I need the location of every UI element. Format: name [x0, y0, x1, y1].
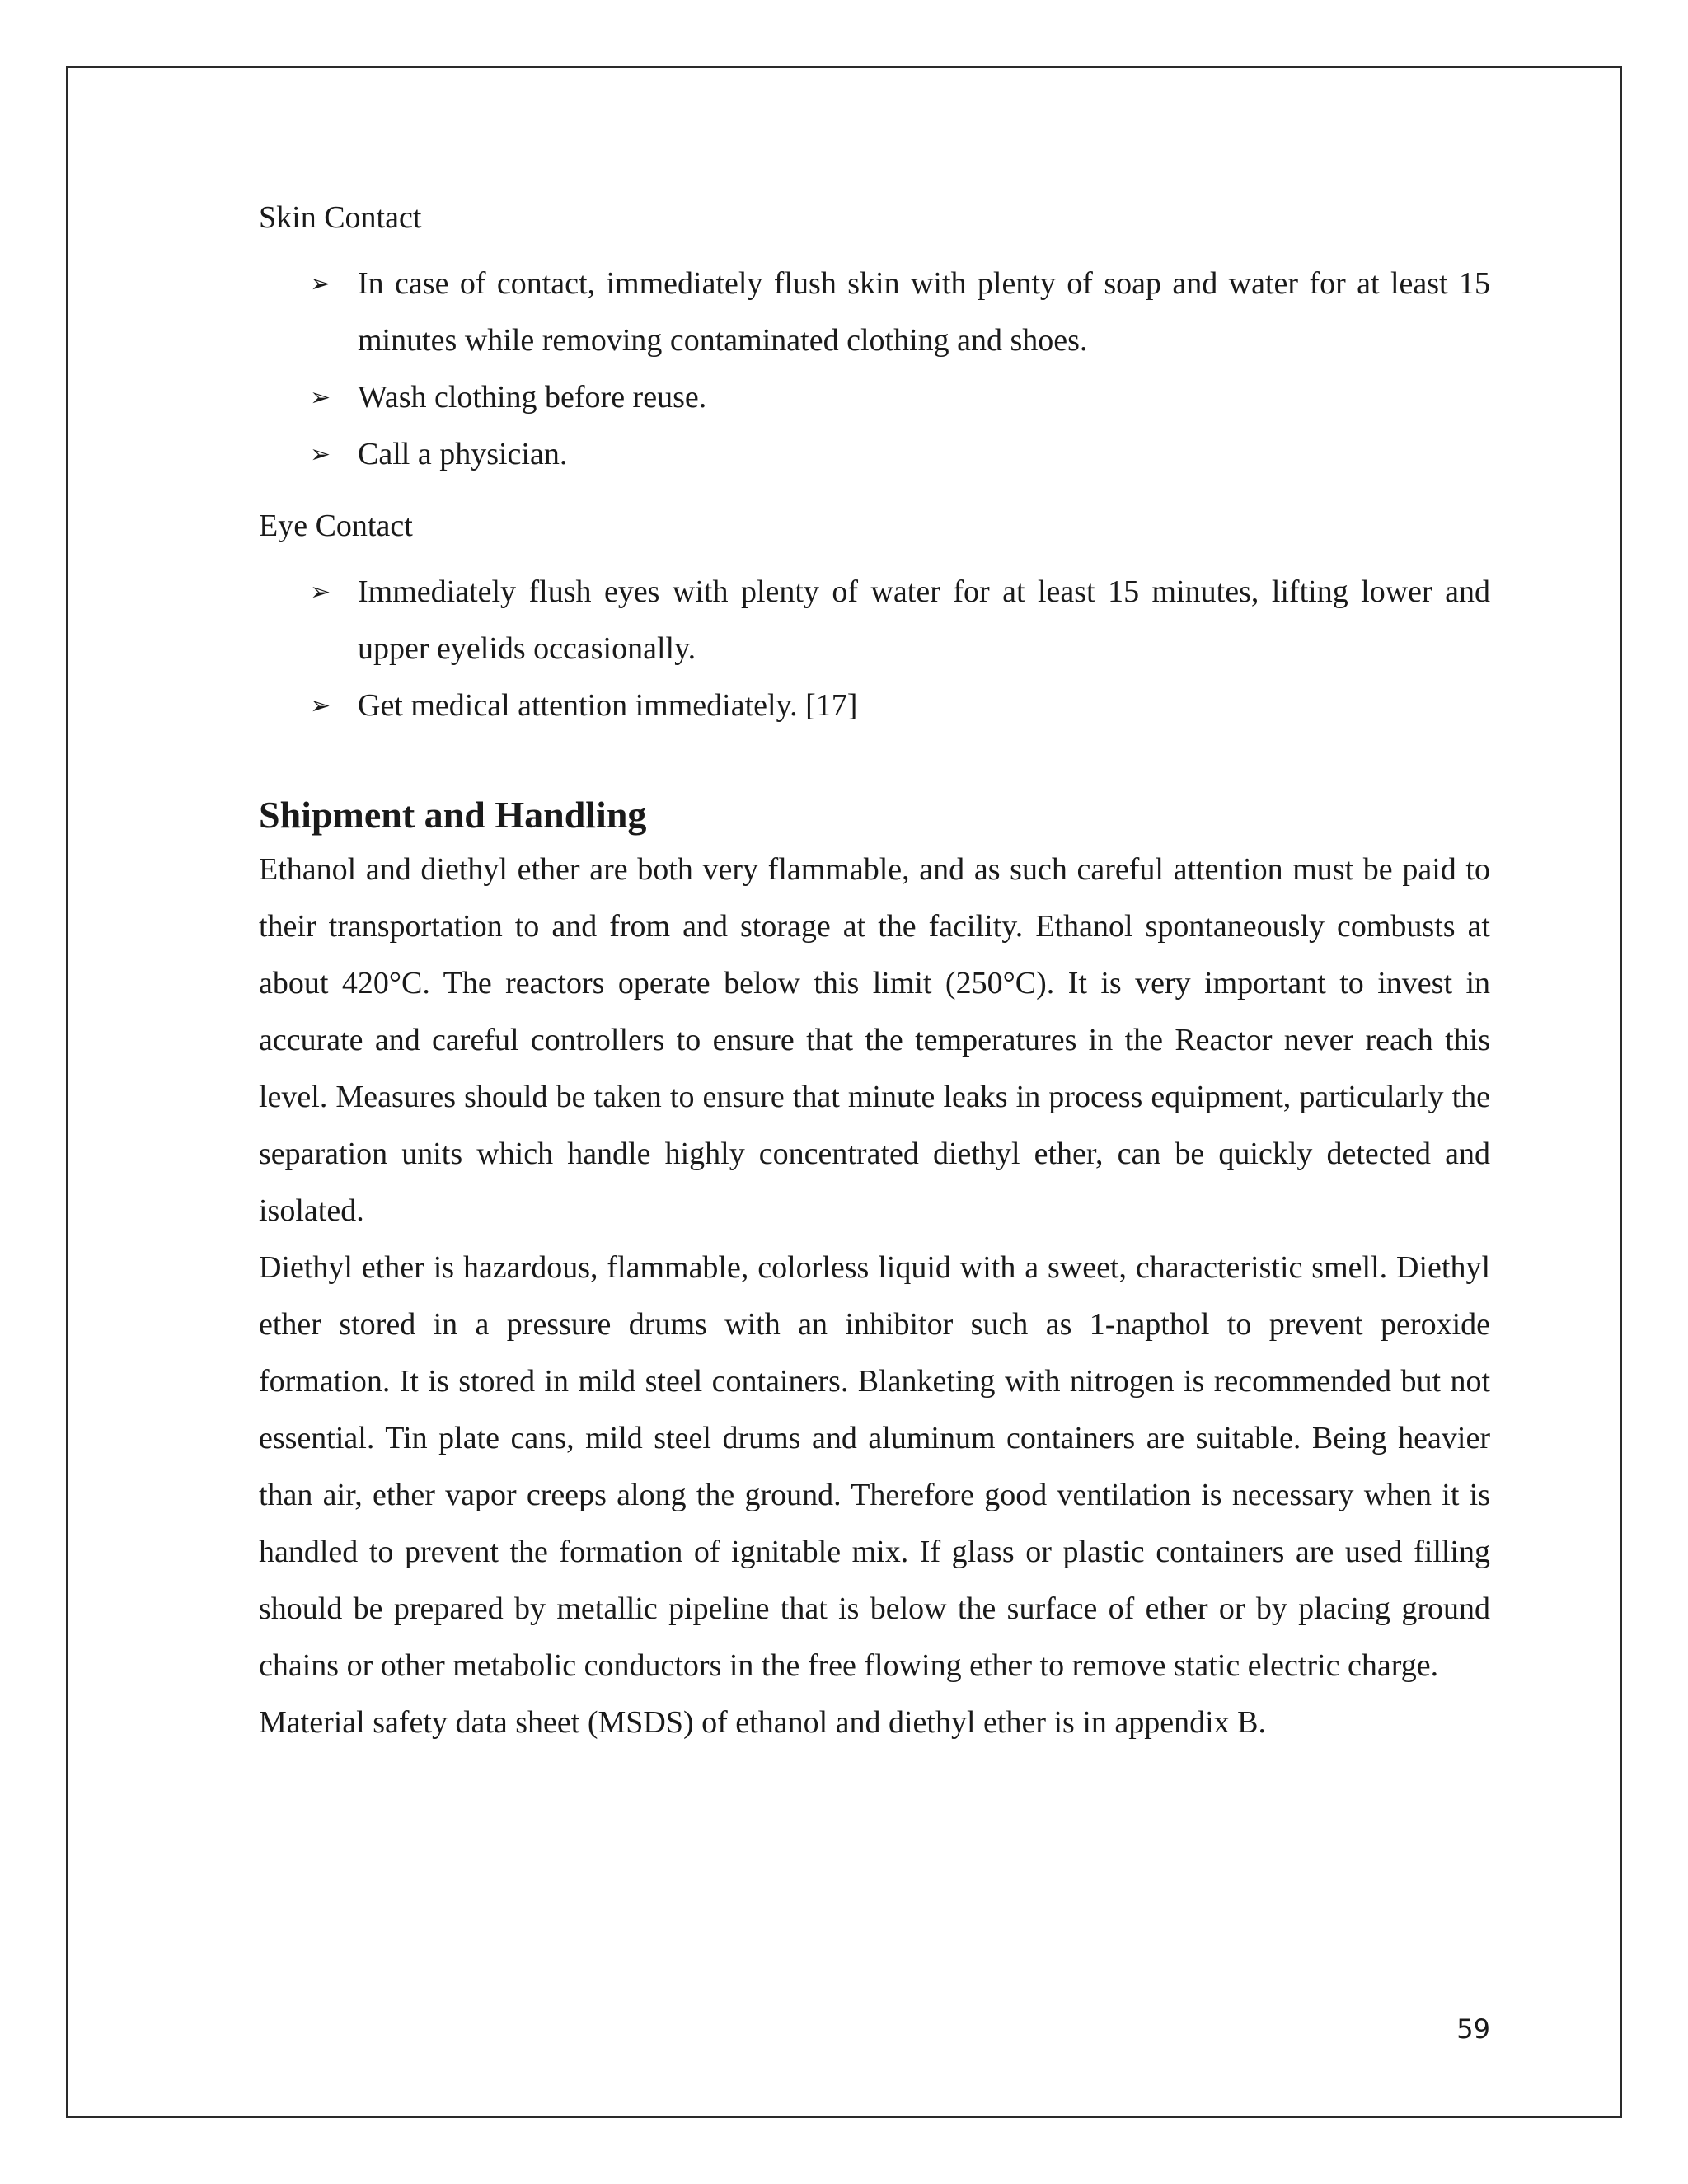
list-item: ➢ Call a physician.	[358, 426, 1490, 483]
section-title: Shipment and Handling	[259, 794, 647, 836]
body-paragraph: Diethyl ether is hazardous, flammable, colorless liquid with a sweet, characteristic smell. Diethyl ether stored in a pressure drums with an inhibitor such as 1-napthol to prevent peroxide formation. It is stored in mild steel containers. Blanketing with nitrogen is recommended but not essential. Tin plate cans, mild steel drums and aluminum containers are suitable. Being heavier than air, ether vapor creeps along the ground. Therefore good ventilation is necessary when it is handled to prevent the formation of ignitable mix. If glass or plastic containers are used filling should be prepared by metallic pipeline that is below the surface of ether or by placing ground chains or other metabolic conductors in the free flowing ether to remove static electric charge.	[259, 1250, 1490, 1683]
arrow-bullet-icon: ➢	[310, 383, 331, 412]
arrow-bullet-icon: ➢	[310, 578, 331, 607]
eye-contact-list	[259, 564, 1490, 734]
body-paragraph: Material safety data sheet (MSDS) of ethanol and diethyl ether is in appendix B.	[259, 1705, 1267, 1740]
arrow-bullet-icon: ➢	[310, 691, 331, 720]
skin-contact-list	[259, 255, 1490, 483]
list-item: ➢ In case of contact, immediately flush skin with plenty of soap and water for at least 15 minutes while removing contaminated clothing and shoes.	[358, 255, 1490, 369]
list-item: ➢ Get medical attention immediately. [17]	[358, 677, 1490, 734]
arrow-bullet-icon: ➢	[310, 440, 331, 469]
page-content	[259, 198, 1490, 1751]
page-number: 59	[1456, 2013, 1490, 2045]
skin-contact-heading: Skin Contact	[259, 200, 422, 235]
eye-contact-heading: Eye Contact	[259, 509, 413, 543]
list-item: ➢ Wash clothing before reuse.	[358, 369, 1490, 426]
body-paragraph: Ethanol and diethyl ether are both very flammable, and as such careful attention must be paid to their transportation to and from and storage at the facility. Ethanol spontaneously combusts at about 420°C. The reactors operate below this limit (250°C). It is very important to invest in accurate and careful controllers to ensure that the temperatures in the Reactor never reach this level. Measures should be taken to ensure that minute leaks in process equipment, particularly the separation units which handle highly concentrated diethyl ether, can be quickly detected and isolated.	[259, 852, 1490, 1228]
arrow-bullet-icon: ➢	[310, 269, 331, 298]
list-item: ➢ Immediately flush eyes with plenty of water for at least 15 minutes, lifting lower and upper eyelids occasionally.	[358, 564, 1490, 677]
